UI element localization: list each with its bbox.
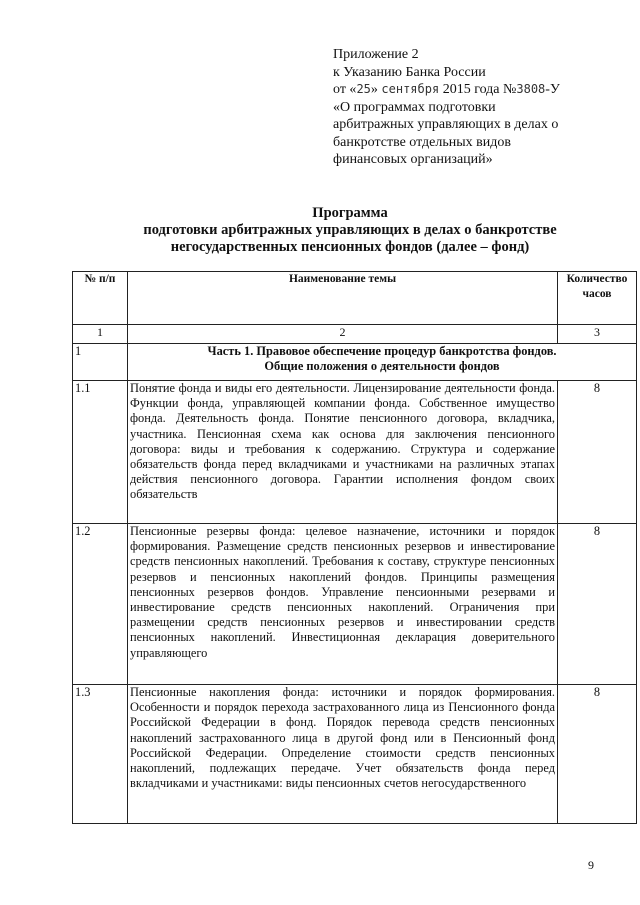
column-number-row (73, 325, 637, 344)
row-number: 1.3 (73, 685, 128, 824)
annex-line-2: к Указанию Банка России (333, 64, 486, 80)
page-number: 9 (588, 858, 594, 872)
header-number: № п/п (73, 272, 128, 325)
row-number: 1.1 (73, 381, 128, 524)
table-row (73, 685, 637, 824)
annex-line-4: «О программах подготовки (333, 99, 496, 115)
row-hours: 8 (558, 685, 637, 824)
annex-line-1: Приложение 2 (333, 47, 419, 62)
table-row (73, 381, 637, 524)
part-title (128, 344, 637, 381)
header-hours: Количество часов (558, 272, 637, 325)
program-title (80, 205, 620, 256)
annex-date-line (333, 81, 613, 99)
date-suffix: -У (545, 82, 560, 97)
row-topic-text: Пенсионные накопления фонда: источники и порядок формирования. Особенности и порядок перехода застрахованного лица из Пенсионного фонда Российской Федерации в фонд. Порядок перевода средств пенсионных накоплений застрахованного лица в другой фонд или в Пенсионный фонд Российской Федерации. Определение стоимости средств пенсионных накоплений, подлежащих передаче. Учет обязательств фонда перед вкладчиками и участниками: виды пенсионных счетов негосударственного (128, 685, 558, 824)
row-hours: 8 (558, 524, 637, 685)
annex-line-7: финансовых организаций» (333, 152, 493, 167)
title-line-3: негосударственных пенсионных фондов (далее – фонд) (170, 239, 530, 255)
title-line-1: Программа (312, 205, 388, 221)
title-line-2: подготовки арбитражных управляющих в делах о банкротстве (143, 222, 557, 238)
date-prefix: от « (333, 82, 357, 97)
annex-line-6: банкротстве отдельных видов (333, 134, 512, 150)
column-number-3: 3 (558, 325, 637, 344)
header-topic: Наименование темы (128, 272, 558, 325)
part-title-line-1: Часть 1. Правовое обеспечение процедур банкротства фондов. (207, 344, 557, 358)
date-day: 25 (356, 82, 371, 96)
part-row (73, 344, 637, 381)
table-row (73, 524, 637, 685)
date-month: сентября (381, 82, 440, 96)
column-number-1: 1 (73, 325, 128, 344)
column-number-2: 2 (128, 325, 558, 344)
row-topic-text: Пенсионные резервы фонда: целевое назначение, источники и порядок формирования. Размещение средств пенсионных резервов и инвестирование средств пенсионных накоплений. Требования к составу, структуре пенсионных резервов и пенсионных накоплений фондов. Принципы размещения пенсионных резервов фондов. Управление пенсионными резервами и инвестирование средств пенсионных накоплений. Ограничения при размещении средств пенсионных резервов и инвестировании средств пенсионных накоплений. Инвестиционная декларация доверительного управляющего (128, 524, 558, 685)
table-header-row (73, 272, 637, 325)
part-number: 1 (73, 344, 128, 381)
date-mid: » (370, 82, 378, 97)
document-number: 3808 (516, 82, 546, 96)
annex-header (333, 46, 613, 169)
date-year: 2015 года № (442, 82, 517, 97)
part-title-line-2: Общие положения о деятельности фондов (264, 359, 500, 374)
row-topic-text: Понятие фонда и виды его деятельности. Лицензирование деятельности фонда. Функции фонда, управляющей компании фонда. Собственное имущество фонда. Деятельность фонда. Понятие пенсионного договора, вкладчика, участника. Пенсионная схема как основа для заключения пенсионного договора: виды и требования к содержанию. Структура и содержание обязательств фонда перед вкладчиками и участниками на различных этапах действия пенсионного договора. Гарантии исполнения фондом своих обязательств (128, 381, 558, 524)
row-number: 1.2 (73, 524, 128, 685)
annex-line-5: арбитражных управляющих в делах о (333, 117, 559, 132)
row-hours: 8 (558, 381, 637, 524)
program-table (72, 271, 637, 824)
